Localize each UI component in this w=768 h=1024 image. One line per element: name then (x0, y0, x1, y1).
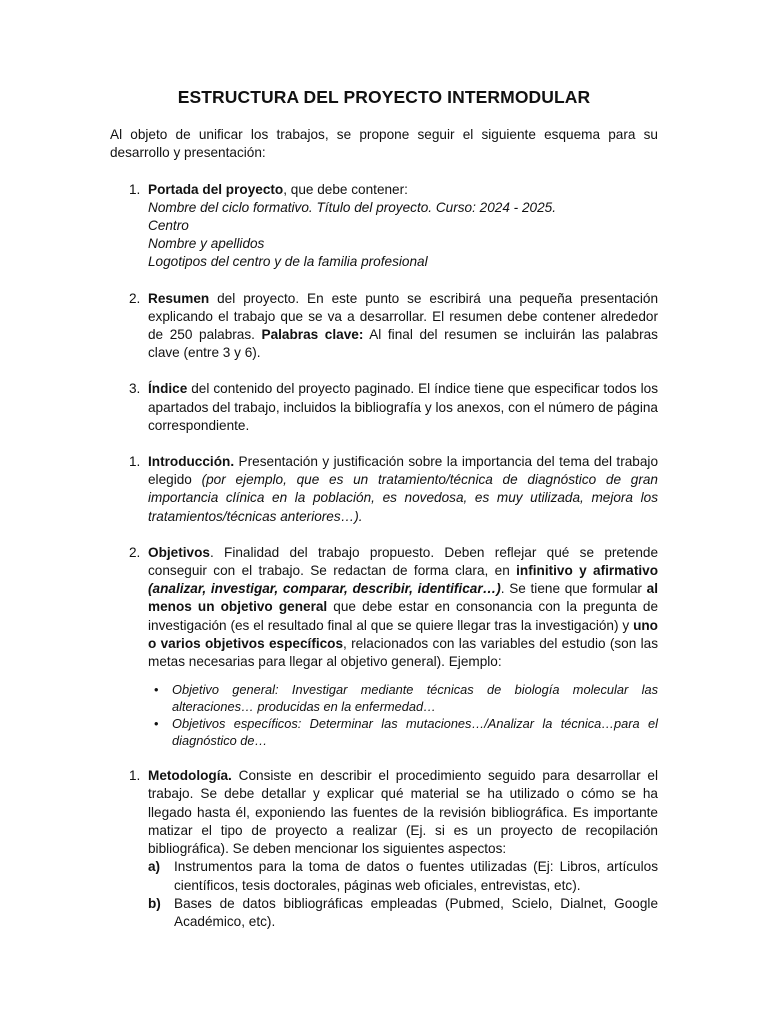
objetivos-text-4: , relacionados con las variables del estudio (son las metas necesarias para llegar al objetivo general). Ejemplo: (148, 635, 658, 670)
subitem-label: b) (148, 895, 161, 911)
list-item-introduccion (110, 453, 658, 526)
subitem-text: Bases de datos bibliográficas empleadas (Pubmed, Scielo, Dialnet, Google Académico, etc). (174, 895, 658, 929)
item-number: 1. (129, 454, 141, 470)
portada-line: Nombre y apellidos (148, 236, 265, 252)
introduccion-heading: Introducción. (148, 454, 235, 470)
item-number: 3. (129, 381, 141, 397)
portada-line: Centro (148, 218, 189, 234)
metodologia-text: Consiste en describir el procedimiento seguido para desarrollar el trabajo. Se debe detallar y explicar qué material se ha utilizado o cómo se ha llegado hasta él, exponiendo las fuentes de la revisión bibliográfica. Es importante matizar el tipo de proyecto a realizar (Ej. si es un proyecto de recopilación bibliográfica). Se deben mencionar los siguientes aspectos: (148, 768, 658, 857)
list-item-portada (110, 181, 658, 272)
objetivos-bold-italic: (analizar, investigar, comparar, describir, identificar…) (148, 581, 501, 597)
objetivos-text-3: que debe estar en consonancia con la pregunta de investigación (es el resultado final al que se quiere llegar tras la investigación) y (148, 599, 659, 633)
bullet-item (154, 715, 658, 749)
item-number: 2. (129, 290, 141, 306)
introduccion-italic: (por ejemplo, que es un tratamiento/técnica de diagnóstico de gran importancia clínica en la población, es novedosa, es muy utilizada, mejora los tratamientos/técnicas anteriores…). (148, 472, 658, 524)
intro-paragraph: Al objeto de unificar los trabajos, se propone seguir el siguiente esquema para su desarrollo y presentación: (110, 127, 658, 161)
document-title: ESTRUCTURA DEL PROYECTO INTERMODULAR (177, 87, 591, 107)
item-number: 2. (129, 544, 141, 560)
objetivos-text-1: . Finalidad del trabajo propuesto. Deben reflejar qué se pretende conseguir con el trabajo. Se redactan de forma clara, en (148, 544, 658, 579)
objetivos-bold-4: uno o varios objetivos específicos (148, 617, 658, 651)
objetivos-bullet-list (110, 681, 658, 749)
objetivos-bold-2: infinitivo y afirmativo (516, 563, 659, 579)
portada-line: Logotipos del centro y de la familia profesional (148, 254, 428, 270)
metodologia-heading: Metodología. (148, 768, 232, 784)
palabras-clave-label: Palabras clave: (261, 327, 364, 343)
item-number: 1. (129, 181, 141, 197)
portada-lines (148, 199, 658, 272)
portada-line: Nombre del ciclo formativo. Título del proyecto. Curso: 2024 - 2025. (148, 199, 557, 215)
bullet-icon: • (154, 682, 159, 698)
bullet-icon: • (154, 716, 159, 732)
subitem-label: a) (148, 859, 161, 875)
list-item-objetivos (110, 544, 658, 671)
portada-heading: Portada del proyecto (148, 181, 284, 197)
bullet-text: Objetivo general: Investigar mediante técnicas de biología molecular las alteraciones… producidas en la enfermedad… (172, 682, 658, 715)
objetivos-text-2: . Se tiene que formular (500, 581, 647, 597)
bullet-item (154, 681, 658, 715)
list-item-metodologia (110, 767, 658, 931)
item-number: 1. (129, 768, 141, 784)
resumen-heading: Resumen (148, 290, 210, 306)
objetivos-bold-3: al menos un objetivo general (148, 581, 658, 615)
resumen-text-2: Al final del resumen se incluirán las palabras clave (entre 3 y 6). (148, 327, 658, 361)
resumen-text: del proyecto. En este punto se escribirá una pequeña presentación explicando el trabajo que se va a desarrollar. El resumen debe contener alrededor de 250 palabras. (148, 290, 658, 343)
bullet-text: Objetivos específicos: Determinar las mutaciones…/Analizar la técnica…para el diagnóstico de… (172, 716, 658, 749)
objetivos-heading: Objetivos (148, 544, 210, 560)
subitem-b (148, 895, 658, 931)
indice-text: del contenido del proyecto paginado. El índice tiene que especificar todos los apartados del trabajo, incluidos la bibliografía y los anexos, con el número de página correspondiente. (148, 381, 658, 433)
subitem-text: Instrumentos para la toma de datos o fuentes utilizadas (Ej: Libros, artículos científicos, tesis doctorales, páginas web oficiales, entrevistas, etc). (174, 859, 658, 893)
list-item-resumen (110, 290, 658, 363)
portada-text: , que debe contener: (283, 181, 408, 197)
subitem-a (148, 858, 658, 894)
introduccion-text: Presentación y justificación sobre la importancia del tema del trabajo elegido (148, 454, 658, 488)
list-item-indice (110, 380, 658, 435)
indice-heading: Índice (148, 381, 188, 397)
